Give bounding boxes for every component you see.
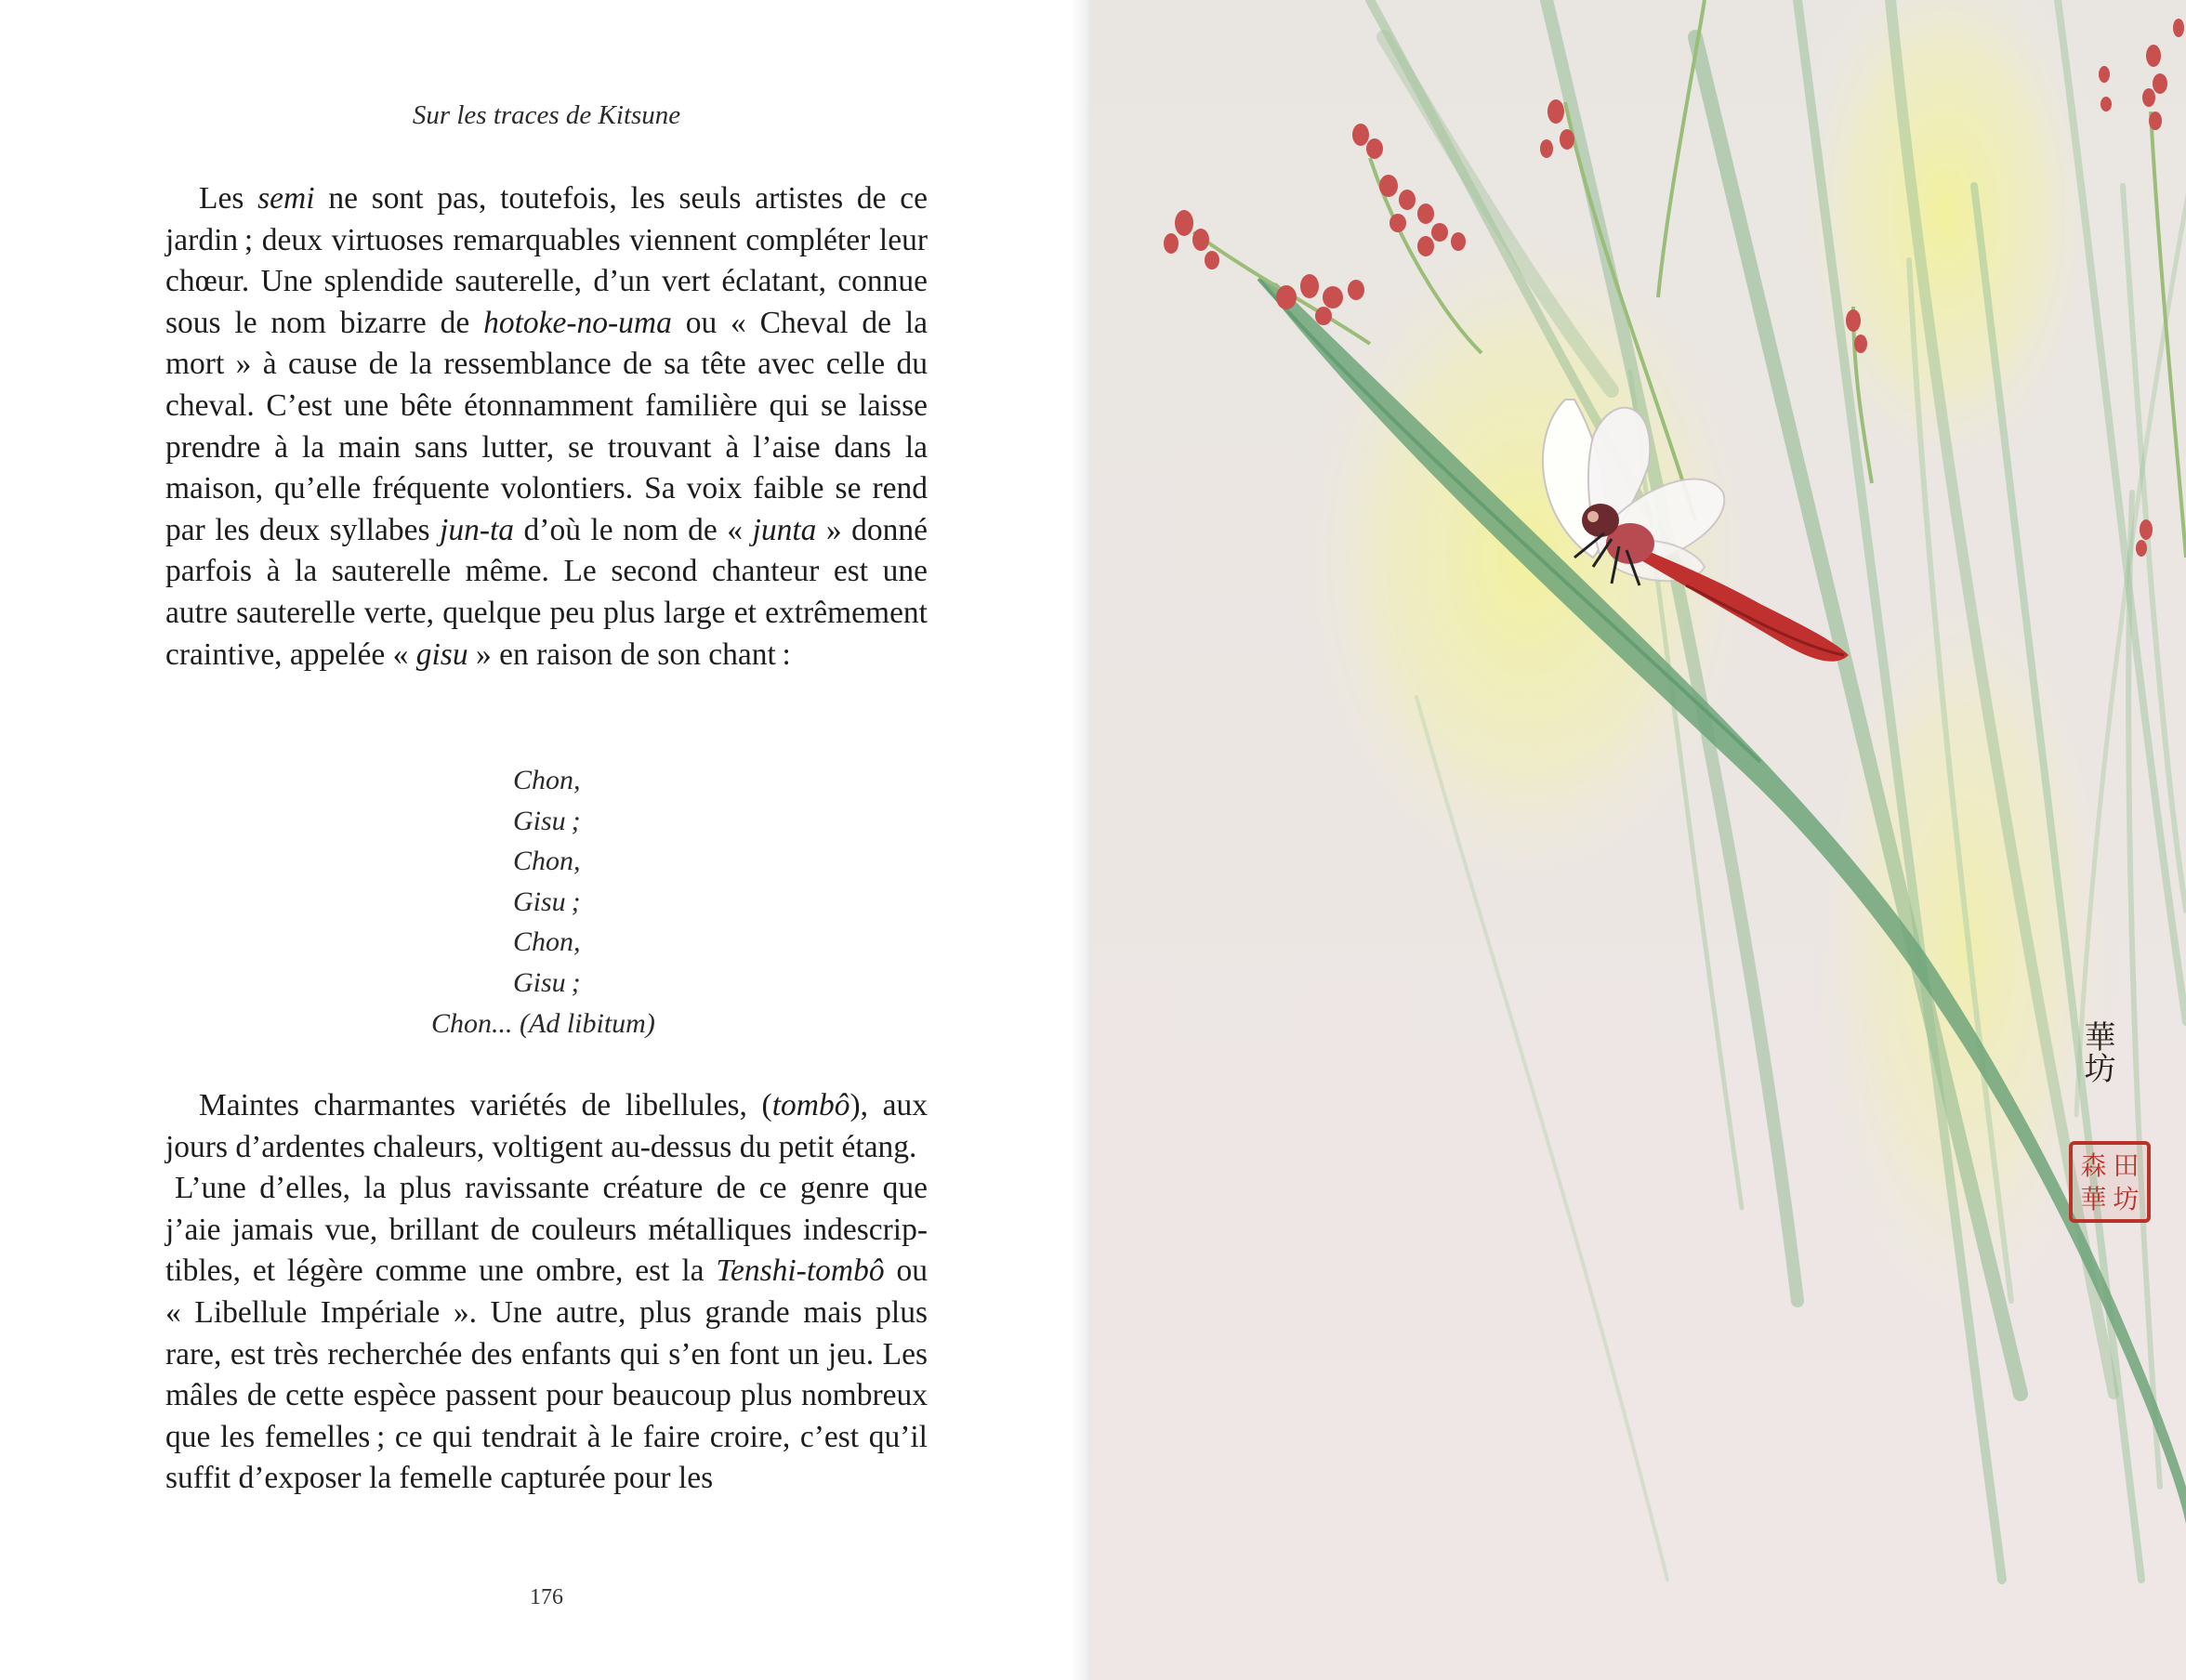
italic-term: junta — [752, 512, 817, 547]
text-run: ), aux jours d’ardentes chaleurs, voltigent au-dessus du petit étang. — [165, 1088, 928, 1164]
poem-line: Chon, — [513, 846, 581, 877]
seal-char: 華 — [2080, 1184, 2107, 1214]
red-seal-stamp — [2069, 1141, 2151, 1223]
running-head: Sur les traces de Kitsune — [412, 100, 681, 130]
poem-line: Chon... (Ad libitum) — [431, 1007, 655, 1039]
poem-line: Gisu ; — [513, 966, 581, 998]
paragraph-sauterelles — [165, 178, 928, 676]
paragraph-tenshi-tombo — [165, 1168, 928, 1500]
text-page — [0, 0, 1091, 1680]
italic-term: hotoke-no-uma — [483, 305, 672, 340]
text-run: Les — [199, 181, 258, 216]
italic-term: tombô — [771, 1088, 850, 1122]
poem-line: Chon, — [513, 926, 581, 958]
body-text-lower — [165, 1085, 928, 1500]
text-run: d’où le nom de « — [514, 512, 753, 547]
poem-line: Gisu ; — [513, 805, 581, 836]
text-run: Maintes charmantes variétés de libellules, ( — [199, 1088, 772, 1122]
poem-chon-gisu — [165, 760, 928, 1043]
italic-term: Tenshi-tombô — [716, 1253, 885, 1289]
text-run: ou « Libellule Impériale ». Une autre, plus grande mais plus rare, est très recherchée des enfants qui s’en font un jeu. Les mâles de cette espèce passent pour beaucoup plus nombreux que les femelles ; ce qui tendrait à le faire croire, c’est qu’il suffit d’exposer la femelle capturée pour les — [165, 1253, 928, 1496]
body-text-upper — [165, 178, 928, 676]
text-run: ne sont pas, toutefois, les seuls artistes de ce jardin ; deux virtuoses remarquables viennent compléter leur chœur. Une splendide sauterelle, d’un vert éclatant, connue sous le nom bizarre de — [165, 181, 928, 340]
text-run: L’une d’elles, la plus ravissante créature de ce genre que j’aie jamais vue, brillant de couleurs métalliques indescriptibles, et légère comme une ombre, est la — [165, 1171, 928, 1289]
page-number: 176 — [530, 1585, 563, 1609]
seal-char: 森 — [2080, 1150, 2107, 1181]
artist-signature: 華坊 — [2078, 1020, 2115, 1083]
dragonfly-on-reed-illustration — [1091, 0, 2186, 1680]
italic-term: jun-ta — [440, 512, 515, 547]
text-run: » en raison de son chant : — [467, 637, 791, 672]
gutter-shadow — [1071, 0, 1091, 1680]
italic-term: gisu — [415, 637, 468, 672]
italic-term: semi — [257, 181, 315, 216]
seal-char: 田 — [2113, 1150, 2140, 1181]
poem-line: Gisu ; — [513, 886, 581, 917]
seal-char: 坊 — [2113, 1184, 2140, 1214]
text-run: ou « Cheval de la mort » à cause de la ressemblance de sa tête avec celle du cheval. C’est une bête étonnamment familière qui se laisse prendre à la main sans lutter, se trouvant à l’aise dans la maison, qu’elle fréquente volontiers. Sa voix faible se rend par les deux syllabes — [165, 305, 928, 547]
text-run: » donné parfois à la sauterelle même. Le second chanteur est une autre sauterelle verte, quelque peu plus large et extrêmement craintive, appelée « — [165, 512, 928, 672]
poem-line: Chon, — [513, 765, 581, 795]
illustration-page — [1091, 0, 2186, 1680]
paragraph-libellules — [165, 1085, 928, 1168]
